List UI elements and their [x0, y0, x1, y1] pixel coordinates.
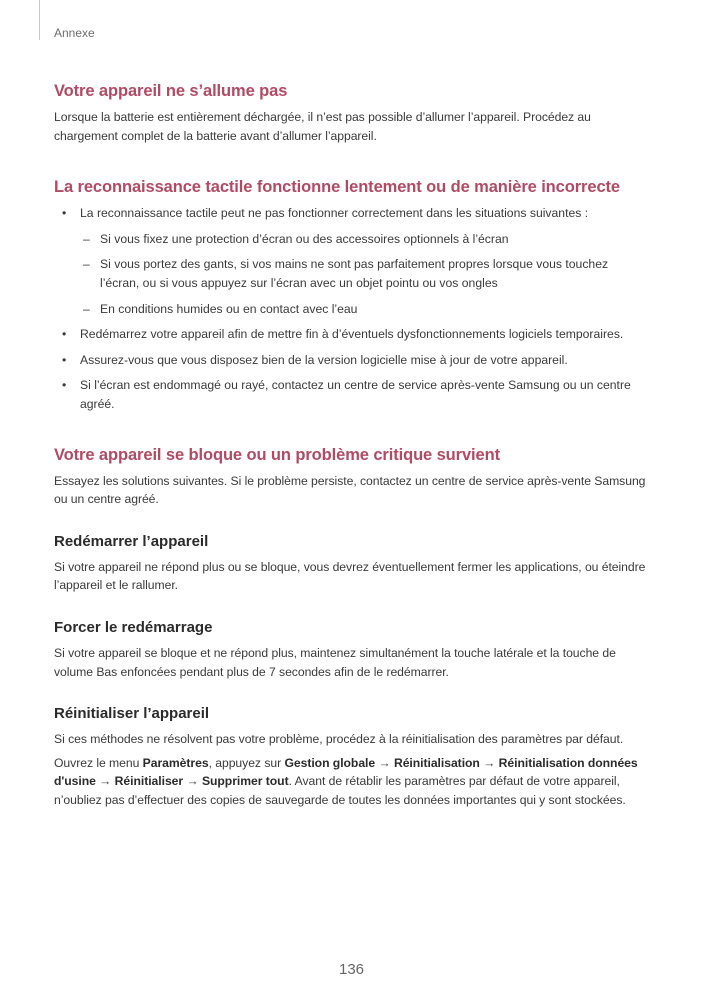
- list-item: • Si l’écran est endommagé ou rayé, contactez un centre de service après-vente Samsung ou un centre agréé.: [62, 378, 631, 411]
- menu-path-reset: Réinitialisation: [393, 755, 480, 770]
- touch-conditions-sublist: [80, 230, 646, 318]
- dash-mark: –: [83, 257, 90, 272]
- menu-path-settings: Paramètres: [142, 755, 209, 770]
- subsection-text-restart: Si votre appareil ne répond plus ou se bloque, vous devrez éventuellement fermer les applications, ou éteindre l’appareil et le rallumer.: [54, 559, 646, 593]
- bullet-mark: •: [62, 327, 67, 342]
- header-label: Annexe: [54, 26, 95, 40]
- subsection-title-force-restart: Forcer le redémarrage: [54, 618, 213, 636]
- menu-path-general-management: Gestion globale: [284, 755, 376, 770]
- dash-mark: –: [83, 231, 90, 246]
- subsection-text-reset-steps: Ouvrez le menu Paramètres, appuyez sur Gestion globale → Réinitialisation → Réinitialisation données d'usine → Réinitialiser → Supprimer tout. Avant de rétablir les paramètres par défaut de votre appareil, n’oubliez pas d’effectuer des copies de sauvegarde de toutes les données importantes qui y sont stockées.: [54, 755, 638, 807]
- section-text-device-freezes: Essayez les solutions suivantes. Si le problème persiste, contactez un centre de service après-vente Samsung ou un centre agréé.: [54, 473, 646, 507]
- sublist-item: – Si vous fixez une protection d’écran ou des accessoires optionnels à l’écran: [80, 230, 646, 249]
- subsection-title-restart: Redémarrer l’appareil: [54, 532, 209, 550]
- dash-mark: –: [83, 301, 90, 316]
- section-text-device-not-turning-on: Lorsque la batterie est entièrement déchargée, il n’est pas possible d’allumer l’appareil. Procédez au chargement complet de la batterie avant d’allumer l’appareil.: [54, 110, 591, 143]
- touch-recognition-list: [54, 204, 646, 413]
- sublist-item: – Si vous portez des gants, si vos mains ne sont pas parfaitement propres lorsque vous touchez l’écran, ou si vous appuyez sur l’écran avec un objet pointu ou vos ongles: [83, 257, 609, 290]
- page-number: 136: [338, 961, 365, 978]
- header-divider: [39, 0, 40, 40]
- bullet-mark: •: [62, 378, 67, 393]
- list-item: • La reconnaissance tactile peut ne pas fonctionner correctement dans les situations suivantes : – Si vous fixez une protection d’écran ou des accessoires optionnels à l’écran – Si vous portez des gants, si vos mains ne sont pas parfaitement propres lorsque vous touchez l’écran, ou si vous appuyez sur l’écran avec un objet pointu ou vos ongles – En conditions humides ou en contact avec l’eau: [54, 204, 646, 318]
- bullet-mark: •: [62, 206, 67, 221]
- list-item: • Assurez-vous que vous disposez bien de la version logicielle mise à jour de votre appareil.: [54, 351, 646, 370]
- subsection-text-reset: Si ces méthodes ne résolvent pas votre problème, procédez à la réinitialisation des paramètres par défaut.: [54, 732, 624, 747]
- menu-path-delete-all: Supprimer tout: [201, 774, 289, 789]
- section-title-touch-recognition: La reconnaissance tactile fonctionne lentement ou de manière incorrecte: [54, 178, 620, 197]
- section-title-device-freezes: Votre appareil se bloque ou un problème critique survient: [54, 445, 500, 464]
- sublist-item: – En conditions humides ou en contact avec l’eau: [80, 300, 646, 319]
- subsection-title-reset: Réinitialiser l’appareil: [54, 705, 210, 723]
- menu-path-factory-data-reset: Réinitialisation données d'usine: [54, 755, 638, 789]
- menu-path-reset-action: Réinitialiser: [114, 774, 184, 789]
- subsection-text-force-restart: Si votre appareil se bloque et ne répond plus, maintenez simultanément la touche latérale et la touche de volume Bas enfoncées pendant plus de 7 secondes afin de le redémarrer.: [54, 645, 616, 679]
- list-item: • Redémarrez votre appareil afin de mettre fin à d’éventuels dysfonctionnements logiciels temporaires.: [54, 325, 646, 344]
- page-content: [54, 82, 646, 809]
- section-title-device-not-turning-on: Votre appareil ne s’allume pas: [54, 82, 288, 100]
- bullet-mark: •: [62, 352, 67, 367]
